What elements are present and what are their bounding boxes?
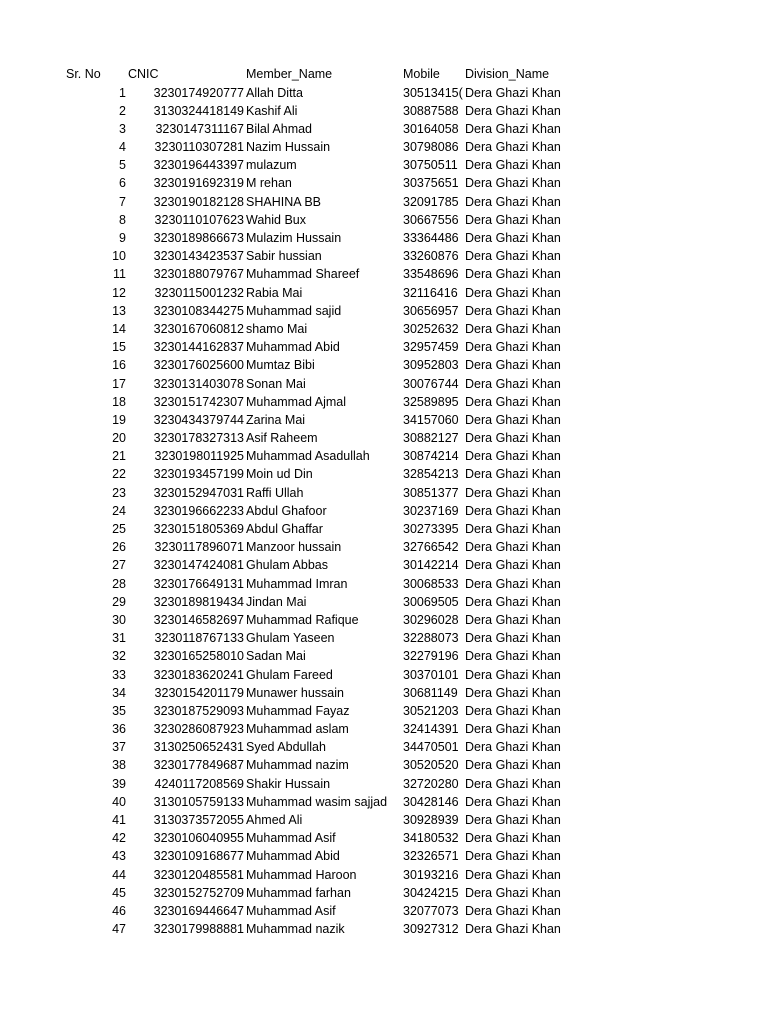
cell-sr-no: 14 bbox=[112, 321, 126, 336]
table-row bbox=[0, 375, 768, 393]
table-row bbox=[0, 920, 768, 938]
cell-mobile: 30798086 bbox=[403, 140, 459, 155]
cell-mobile: 30068533 bbox=[403, 576, 459, 591]
cell-sr-no: 43 bbox=[112, 849, 126, 864]
table-row bbox=[0, 702, 768, 720]
cell-division-name: Dera Ghazi Khan bbox=[465, 631, 561, 646]
column-header-mobile: Mobile bbox=[403, 67, 440, 81]
cell-sr-no: 42 bbox=[112, 831, 126, 846]
cell-mobile: 30273395 bbox=[403, 522, 459, 536]
cell-member-name: Abdul Ghaffar bbox=[246, 522, 323, 536]
cell-division-name: Dera Ghazi Khan bbox=[465, 231, 561, 245]
cell-mobile: 30370101 bbox=[403, 667, 459, 682]
cell-cnic: 3230198011925 bbox=[154, 449, 244, 464]
cell-member-name: Muhammad aslam bbox=[246, 722, 349, 737]
cell-mobile: 33260876 bbox=[403, 249, 459, 264]
table-row bbox=[0, 356, 768, 374]
cell-sr-no: 28 bbox=[112, 576, 126, 591]
table-row bbox=[0, 84, 768, 102]
cell-division-name: Dera Ghazi Khan bbox=[465, 867, 561, 882]
cell-member-name: Muhammad Abid bbox=[246, 340, 340, 355]
cell-division-name: Dera Ghazi Khan bbox=[465, 412, 561, 427]
cell-cnic: 3230151742307 bbox=[153, 394, 244, 409]
cell-mobile: 30142214 bbox=[403, 558, 459, 573]
cell-member-name: Ghulam Abbas bbox=[246, 558, 328, 573]
table-row bbox=[0, 829, 768, 847]
cell-mobile: 30193216 bbox=[403, 867, 459, 882]
table-row bbox=[0, 411, 768, 429]
table-row bbox=[0, 447, 768, 465]
table-row bbox=[0, 684, 768, 702]
cell-mobile: 30927312 bbox=[403, 922, 459, 937]
table-row bbox=[0, 229, 768, 247]
cell-member-name: Sabir hussian bbox=[246, 249, 322, 264]
table-row bbox=[0, 775, 768, 793]
cell-member-name: Nazim Hussain bbox=[246, 140, 331, 155]
cell-sr-no: 22 bbox=[112, 467, 126, 482]
table-row bbox=[0, 847, 768, 865]
cell-member-name: Mulazim Hussain bbox=[246, 231, 342, 245]
cell-division-name: Dera Ghazi Khan bbox=[465, 540, 561, 555]
table-row bbox=[0, 393, 768, 411]
cell-cnic: 3230196443397 bbox=[153, 158, 244, 173]
table-row bbox=[0, 338, 768, 356]
table-row bbox=[0, 538, 768, 556]
cell-mobile: 30874214 bbox=[403, 449, 459, 464]
cell-sr-no: 24 bbox=[112, 503, 126, 518]
cell-cnic: 3230154201179 bbox=[154, 685, 244, 700]
cell-sr-no: 41 bbox=[112, 813, 126, 827]
table-row bbox=[0, 756, 768, 774]
cell-division-name: Dera Ghazi Khan bbox=[465, 685, 561, 700]
cell-member-name: Abdul Ghafoor bbox=[246, 503, 327, 518]
cell-member-name: Sadan Mai bbox=[246, 649, 306, 664]
cell-division-name: Dera Ghazi Khan bbox=[465, 85, 561, 100]
cell-mobile: 33548696 bbox=[403, 267, 459, 282]
cell-cnic: 3230115001232 bbox=[154, 285, 244, 300]
cell-cnic: 3230191692319 bbox=[153, 176, 244, 191]
cell-mobile: 32091785 bbox=[403, 194, 459, 209]
table-row bbox=[0, 247, 768, 265]
cell-cnic: 3230118767133 bbox=[154, 631, 244, 646]
cell-sr-no: 2 bbox=[119, 103, 126, 118]
cell-cnic: 3230152947031 bbox=[153, 485, 244, 500]
column-header-sr-no: Sr. No bbox=[66, 67, 101, 81]
cell-sr-no: 15 bbox=[112, 340, 126, 355]
cell-mobile: 30882127 bbox=[403, 431, 459, 446]
cell-mobile: 30252632 bbox=[403, 321, 459, 336]
cell-cnic: 3230143423537 bbox=[153, 249, 244, 264]
cell-member-name: Ghulam Fareed bbox=[246, 667, 333, 682]
table-row bbox=[0, 520, 768, 538]
table-row bbox=[0, 793, 768, 811]
table-row bbox=[0, 556, 768, 574]
cell-division-name: Dera Ghazi Khan bbox=[465, 376, 561, 391]
cell-cnic: 3230152752709 bbox=[153, 885, 244, 900]
table-row bbox=[0, 502, 768, 520]
cell-division-name: Dera Ghazi Khan bbox=[465, 612, 561, 627]
cell-division-name: Dera Ghazi Khan bbox=[465, 321, 561, 336]
cell-sr-no: 35 bbox=[112, 703, 126, 718]
cell-member-name: Jindan Mai bbox=[246, 594, 307, 609]
cell-division-name: Dera Ghazi Khan bbox=[465, 249, 561, 264]
table-row bbox=[0, 302, 768, 320]
cell-sr-no: 45 bbox=[112, 885, 126, 900]
table-row bbox=[0, 193, 768, 211]
table-row bbox=[0, 284, 768, 302]
cell-mobile: 32077073 bbox=[403, 903, 459, 918]
cell-mobile: 34157060 bbox=[403, 412, 459, 427]
cell-mobile: 30750511 bbox=[403, 158, 458, 173]
cell-cnic: 3230178327313 bbox=[153, 431, 244, 446]
cell-sr-no: 36 bbox=[112, 722, 126, 737]
table-row bbox=[0, 174, 768, 192]
cell-division-name: Dera Ghazi Khan bbox=[465, 140, 561, 155]
cell-mobile: 32279196 bbox=[403, 649, 459, 664]
cell-member-name: Muhammad Haroon bbox=[246, 867, 357, 882]
cell-cnic: 3230179988881 bbox=[153, 922, 244, 937]
cell-member-name: Shakir Hussain bbox=[246, 776, 331, 791]
cell-mobile: 32957459 bbox=[403, 340, 459, 355]
cell-mobile: 30375651 bbox=[403, 176, 459, 191]
cell-member-name: Ahmed Ali bbox=[246, 813, 303, 827]
cell-mobile: 32326571 bbox=[403, 849, 459, 864]
cell-sr-no: 17 bbox=[112, 376, 126, 391]
cell-division-name: Dera Ghazi Khan bbox=[465, 485, 561, 500]
table-header bbox=[0, 65, 768, 84]
cell-cnic: 3230147311167 bbox=[155, 121, 244, 136]
table-row bbox=[0, 738, 768, 756]
cell-mobile: 30667556 bbox=[403, 212, 459, 227]
table-row bbox=[0, 429, 768, 447]
cell-division-name: Dera Ghazi Khan bbox=[465, 431, 561, 446]
cell-division-name: Dera Ghazi Khan bbox=[465, 267, 561, 282]
cell-mobile: 33364486 bbox=[403, 231, 459, 245]
cell-member-name: Allah Ditta bbox=[246, 85, 303, 100]
cell-mobile: 30851377 bbox=[403, 485, 459, 500]
cell-cnic: 3230110307281 bbox=[154, 140, 244, 155]
cell-sr-no: 37 bbox=[112, 740, 126, 755]
cell-cnic: 3230146582697 bbox=[153, 612, 244, 627]
cell-sr-no: 10 bbox=[112, 249, 126, 264]
cell-division-name: Dera Ghazi Khan bbox=[465, 776, 561, 791]
cell-member-name: Muhammad nazim bbox=[246, 758, 349, 773]
table-row bbox=[0, 465, 768, 483]
cell-sr-no: 20 bbox=[112, 431, 126, 446]
cell-member-name: Muhammad farhan bbox=[246, 885, 351, 900]
cell-mobile: 30296028 bbox=[403, 612, 459, 627]
cell-mobile: 30928939 bbox=[403, 813, 459, 827]
cell-member-name: Raffi Ullah bbox=[246, 485, 304, 500]
cell-member-name: Wahid Bux bbox=[246, 212, 306, 227]
cell-cnic: 3130373572055 bbox=[153, 813, 244, 827]
cell-member-name: Muhammad Rafique bbox=[246, 612, 359, 627]
cell-cnic: 3230147424081 bbox=[153, 558, 244, 573]
cell-cnic: 3230177849687 bbox=[153, 758, 244, 773]
cell-sr-no: 16 bbox=[112, 358, 126, 373]
cell-mobile: 30521203 bbox=[403, 703, 459, 718]
cell-sr-no: 19 bbox=[112, 412, 126, 427]
cell-sr-no: 40 bbox=[112, 794, 126, 809]
cell-mobile: 30887588 bbox=[403, 103, 459, 118]
cell-division-name: Dera Ghazi Khan bbox=[465, 703, 561, 718]
cell-cnic: 3230151805369 bbox=[153, 522, 244, 536]
table-row bbox=[0, 666, 768, 684]
column-header-cnic: CNIC bbox=[128, 67, 159, 81]
cell-member-name: Bilal Ahmad bbox=[246, 121, 313, 136]
table-row bbox=[0, 265, 768, 283]
cell-cnic: 3230188079767 bbox=[153, 267, 244, 282]
cell-cnic: 3230189866673 bbox=[153, 231, 244, 245]
table-row bbox=[0, 811, 768, 829]
cell-cnic: 3230165258010 bbox=[153, 649, 244, 664]
cell-division-name: Dera Ghazi Khan bbox=[465, 903, 561, 918]
cell-mobile: 30428146 bbox=[403, 794, 459, 809]
cell-mobile: 30520520 bbox=[403, 758, 459, 773]
cell-mobile: 30513415( bbox=[403, 85, 463, 100]
cell-division-name: Dera Ghazi Khan bbox=[465, 576, 561, 591]
cell-sr-no: 13 bbox=[112, 303, 126, 318]
cell-sr-no: 30 bbox=[112, 612, 126, 627]
cell-member-name: SHAHINA BB bbox=[246, 194, 322, 209]
cell-cnic: 3230189819434 bbox=[153, 594, 244, 609]
table-row bbox=[0, 647, 768, 665]
cell-member-name: Muhammad Asif bbox=[246, 903, 336, 918]
cell-sr-no: 23 bbox=[112, 485, 126, 500]
cell-division-name: Dera Ghazi Khan bbox=[465, 885, 561, 900]
column-header-member-name: Member_Name bbox=[246, 67, 333, 81]
table-row bbox=[0, 120, 768, 138]
cell-cnic: 3230108344275 bbox=[153, 303, 244, 318]
cell-division-name: Dera Ghazi Khan bbox=[465, 794, 561, 809]
cell-division-name: Dera Ghazi Khan bbox=[465, 285, 561, 300]
table-row bbox=[0, 884, 768, 902]
cell-sr-no: 26 bbox=[112, 540, 126, 555]
cell-sr-no: 29 bbox=[112, 594, 126, 609]
cell-sr-no: 3 bbox=[119, 121, 126, 136]
cell-member-name: Moin ud Din bbox=[246, 467, 313, 482]
cell-member-name: Muhammad Shareef bbox=[246, 267, 360, 282]
cell-member-name: Muhammad Asif bbox=[246, 831, 336, 846]
cell-sr-no: 8 bbox=[119, 212, 126, 227]
column-header-division-name: Division_Name bbox=[465, 67, 550, 81]
cell-cnic: 3230106040955 bbox=[153, 831, 244, 846]
table-row bbox=[0, 156, 768, 174]
cell-cnic: 3130324418149 bbox=[153, 103, 244, 118]
cell-cnic: 3230174920777 bbox=[153, 85, 244, 100]
cell-member-name: Rabia Mai bbox=[246, 285, 303, 300]
cell-mobile: 34180532 bbox=[403, 831, 459, 846]
table-row bbox=[0, 611, 768, 629]
cell-cnic: 3230183620241 bbox=[153, 667, 244, 682]
cell-cnic: 3230169446647 bbox=[153, 903, 244, 918]
cell-division-name: Dera Ghazi Khan bbox=[465, 594, 561, 609]
cell-member-name: Muhammad Fayaz bbox=[246, 703, 350, 718]
cell-cnic: 3230109168677 bbox=[153, 849, 244, 864]
cell-mobile: 34470501 bbox=[403, 740, 459, 755]
cell-mobile: 32414391 bbox=[403, 722, 459, 737]
cell-mobile: 32854213 bbox=[403, 467, 459, 482]
cell-mobile: 30424215 bbox=[403, 885, 459, 900]
cell-member-name: Syed Abdullah bbox=[246, 740, 326, 755]
cell-cnic: 3230176649131 bbox=[153, 576, 244, 591]
cell-sr-no: 25 bbox=[112, 522, 126, 536]
cell-division-name: Dera Ghazi Khan bbox=[465, 922, 561, 937]
cell-sr-no: 1 bbox=[119, 85, 126, 100]
cell-mobile: 30952803 bbox=[403, 358, 459, 373]
cell-division-name: Dera Ghazi Khan bbox=[465, 667, 561, 682]
table-row bbox=[0, 575, 768, 593]
cell-member-name: Zarina Mai bbox=[246, 412, 306, 427]
cell-sr-no: 32 bbox=[112, 649, 126, 664]
cell-division-name: Dera Ghazi Khan bbox=[465, 649, 561, 664]
cell-cnic: 3230187529093 bbox=[153, 703, 244, 718]
cell-member-name: Mumtaz Bibi bbox=[246, 358, 315, 373]
cell-cnic: 3230190182128 bbox=[153, 194, 244, 209]
cell-cnic: 3230110107623 bbox=[154, 212, 244, 227]
cell-member-name: shamo Mai bbox=[246, 321, 308, 336]
cell-division-name: Dera Ghazi Khan bbox=[465, 358, 561, 373]
table-row bbox=[0, 629, 768, 647]
cell-cnic: 3230144162837 bbox=[153, 340, 244, 355]
cell-cnic: 3130250652431 bbox=[153, 740, 244, 755]
cell-division-name: Dera Ghazi Khan bbox=[465, 503, 561, 518]
cell-division-name: Dera Ghazi Khan bbox=[465, 722, 561, 737]
cell-division-name: Dera Ghazi Khan bbox=[465, 558, 561, 573]
cell-sr-no: 39 bbox=[112, 776, 126, 791]
cell-cnic: 3230196662233 bbox=[153, 503, 244, 518]
cell-sr-no: 46 bbox=[112, 903, 126, 918]
cell-sr-no: 11 bbox=[113, 267, 126, 282]
cell-mobile: 32116416 bbox=[403, 285, 458, 300]
table-row bbox=[0, 320, 768, 338]
cell-sr-no: 9 bbox=[119, 231, 126, 245]
cell-sr-no: 38 bbox=[112, 758, 126, 773]
cell-sr-no: 31 bbox=[112, 631, 126, 646]
cell-mobile: 30656957 bbox=[403, 303, 459, 318]
cell-sr-no: 4 bbox=[119, 140, 126, 155]
cell-sr-no: 6 bbox=[119, 176, 126, 191]
cell-mobile: 32766542 bbox=[403, 540, 459, 555]
cell-division-name: Dera Ghazi Khan bbox=[465, 212, 561, 227]
cell-member-name: Muhammad Imran bbox=[246, 576, 348, 591]
cell-mobile: 30069505 bbox=[403, 594, 459, 609]
cell-division-name: Dera Ghazi Khan bbox=[465, 813, 561, 827]
cell-cnic: 3230193457199 bbox=[153, 467, 244, 482]
cell-member-name: M rehan bbox=[246, 176, 292, 191]
cell-sr-no: 7 bbox=[119, 194, 126, 209]
cell-member-name: Manzoor hussain bbox=[246, 540, 342, 555]
table-row bbox=[0, 211, 768, 229]
cell-member-name: mulazum bbox=[246, 158, 297, 173]
cell-division-name: Dera Ghazi Khan bbox=[465, 194, 561, 209]
cell-division-name: Dera Ghazi Khan bbox=[465, 758, 561, 773]
cell-member-name: Asif Raheem bbox=[246, 431, 318, 446]
cell-division-name: Dera Ghazi Khan bbox=[465, 303, 561, 318]
cell-member-name: Munawer hussain bbox=[246, 685, 344, 700]
cell-cnic: 3230131403078 bbox=[153, 376, 244, 391]
cell-division-name: Dera Ghazi Khan bbox=[465, 522, 561, 536]
cell-sr-no: 18 bbox=[112, 394, 126, 409]
cell-mobile: 32288073 bbox=[403, 631, 459, 646]
cell-cnic: 3230286087923 bbox=[153, 722, 244, 737]
cell-member-name: Muhammad Ajmal bbox=[246, 394, 347, 409]
cell-mobile: 32589895 bbox=[403, 394, 459, 409]
cell-cnic: 3230176025600 bbox=[153, 358, 244, 373]
table-row bbox=[0, 720, 768, 738]
cell-sr-no: 21 bbox=[112, 449, 126, 464]
cell-member-name: Kashif Ali bbox=[246, 103, 298, 118]
cell-mobile: 30681149 bbox=[403, 685, 458, 700]
table-row bbox=[0, 138, 768, 156]
cell-member-name: Ghulam Yaseen bbox=[246, 631, 335, 646]
cell-mobile: 30164058 bbox=[403, 121, 459, 136]
cell-cnic: 3230117896071 bbox=[154, 540, 244, 555]
cell-sr-no: 44 bbox=[112, 867, 126, 882]
cell-division-name: Dera Ghazi Khan bbox=[465, 176, 561, 191]
cell-division-name: Dera Ghazi Khan bbox=[465, 849, 561, 864]
cell-sr-no: 47 bbox=[112, 922, 126, 937]
cell-mobile: 32720280 bbox=[403, 776, 459, 791]
cell-member-name: Muhammad Abid bbox=[246, 849, 340, 864]
cell-division-name: Dera Ghazi Khan bbox=[465, 449, 561, 464]
table-row bbox=[0, 102, 768, 120]
cell-sr-no: 12 bbox=[112, 285, 126, 300]
table-row bbox=[0, 866, 768, 884]
cell-sr-no: 5 bbox=[119, 158, 126, 173]
table-row bbox=[0, 902, 768, 920]
cell-member-name: Sonan Mai bbox=[246, 376, 306, 391]
cell-sr-no: 33 bbox=[112, 667, 126, 682]
cell-division-name: Dera Ghazi Khan bbox=[465, 831, 561, 846]
cell-division-name: Dera Ghazi Khan bbox=[465, 340, 561, 355]
cell-cnic: 3230434379744 bbox=[153, 412, 244, 427]
cell-division-name: Dera Ghazi Khan bbox=[465, 740, 561, 755]
table-row bbox=[0, 593, 768, 611]
cell-cnic: 3230167060812 bbox=[153, 321, 244, 336]
cell-member-name: Muhammad wasim sajjad bbox=[246, 794, 388, 809]
table-row bbox=[0, 484, 768, 502]
cell-sr-no: 34 bbox=[112, 685, 126, 700]
cell-mobile: 30237169 bbox=[403, 503, 459, 518]
cell-division-name: Dera Ghazi Khan bbox=[465, 121, 561, 136]
cell-member-name: Muhammad sajid bbox=[246, 303, 342, 318]
cell-cnic: 3230120485581 bbox=[153, 867, 244, 882]
cell-member-name: Muhammad nazik bbox=[246, 922, 345, 937]
cell-mobile: 30076744 bbox=[403, 376, 459, 391]
table-body bbox=[0, 84, 768, 939]
cell-member-name: Muhammad Asadullah bbox=[246, 449, 370, 464]
member-table bbox=[0, 65, 768, 938]
cell-division-name: Dera Ghazi Khan bbox=[465, 394, 561, 409]
cell-sr-no: 27 bbox=[112, 558, 126, 573]
cell-division-name: Dera Ghazi Khan bbox=[465, 158, 561, 173]
cell-cnic: 3130105759133 bbox=[153, 794, 244, 809]
cell-cnic: 4240117208569 bbox=[154, 776, 244, 791]
cell-division-name: Dera Ghazi Khan bbox=[465, 467, 561, 482]
cell-division-name: Dera Ghazi Khan bbox=[465, 103, 561, 118]
